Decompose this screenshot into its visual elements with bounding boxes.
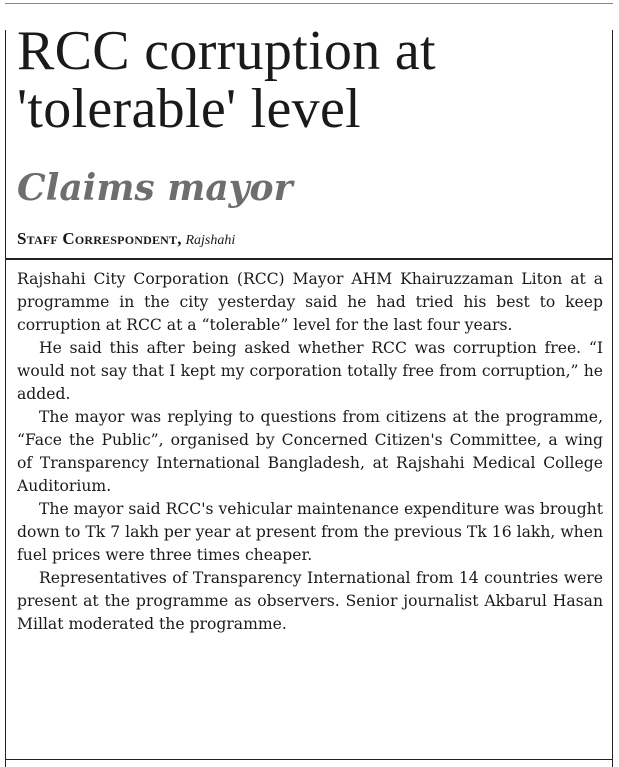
- right-column-rule: [612, 30, 613, 767]
- byline-author: Staff Correspondent,: [17, 229, 182, 248]
- paragraph: Rajshahi City Corporation (RCC) Mayor AHM Khairuzzaman Liton at a programme in the city yesterday said he had tried his best to keep corruption at RCC at a “tolerable” level for the last four years.: [17, 270, 603, 334]
- body-divider: [5, 258, 613, 260]
- subheadline: Claims mayor: [17, 167, 293, 209]
- byline: [17, 229, 235, 251]
- article-body: [17, 268, 603, 636]
- paragraph: The mayor was replying to questions from citizens at the programme, “Face the Public”, organised by Concerned Citizen's Committee, a wing of Transparency International Bangladesh, at Rajshahi Medical College Auditorium.: [17, 408, 603, 495]
- paragraph: The mayor said RCC's vehicular maintenance expenditure was brought down to Tk 7 lakh per year at present from the previous Tk 16 lakh, when fuel prices were three times cheaper.: [17, 500, 603, 564]
- left-column-rule: [5, 30, 6, 767]
- headline: RCC corruption at 'tolerable' level: [17, 20, 436, 140]
- paragraph: Representatives of Transparency International from 14 countries were present at the programme as observers. Senior journalist Akbarul Hasan Millat moderated the programme.: [17, 569, 603, 633]
- paragraph: He said this after being asked whether RCC was corruption free. “I would not say that I kept my corporation totally free from corruption,” he added.: [17, 339, 603, 403]
- byline-location: Rajshahi: [185, 233, 236, 248]
- top-rule: [5, 3, 613, 4]
- bottom-rule: [5, 759, 613, 760]
